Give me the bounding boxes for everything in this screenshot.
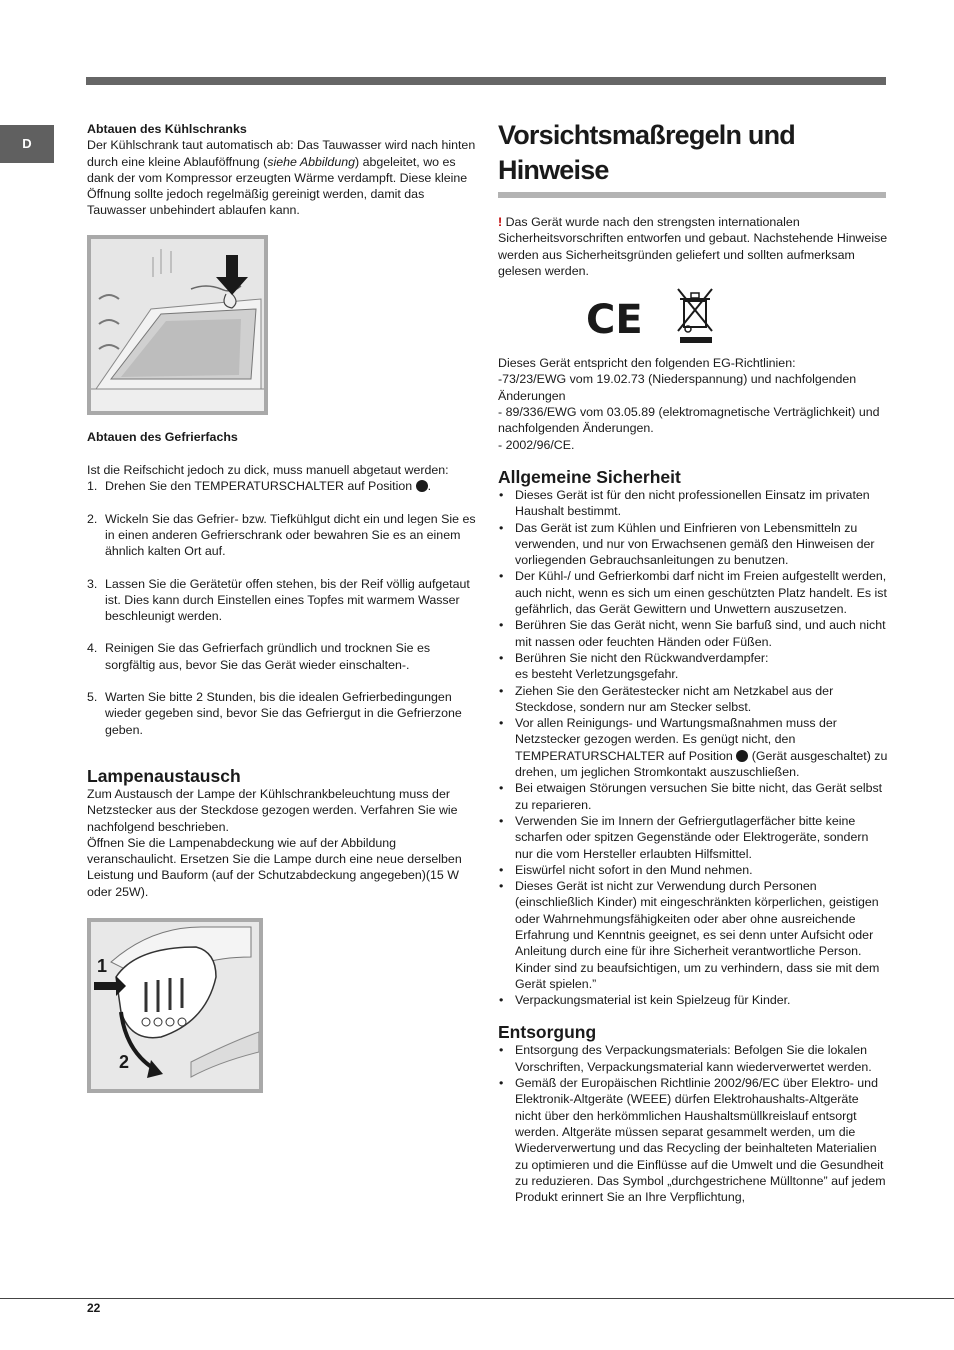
disposal-item: • Gemäß der Europäischen Richtlinie 2002/96/EC über Elektro- und Elektronik-Altgeräte (WEEE) dürfen Elektrohaushalts-Altgeräte nicht über den herkömmlichen Haushaltsmüllkreislauf entsorgt werden. Altgeräte müssen separat gesammelt werden, um die Wiederverwertung und das Recycling der beinhalteten Materialien zu optimieren und die Einflüsse auf die Umwelt und die Gesundheit zu reduzieren. Das Symbol „durchgestrichene Mülltonne” auf jedem Produkt erinnert Sie an Ihre Verpflichtung, — [498, 1075, 888, 1205]
weee-bin-icon — [678, 289, 712, 343]
safety-item-text-cont: TEMPERATURSCHALTER auf Position — [515, 748, 733, 763]
safety-intro — [498, 214, 888, 279]
directive-line: - 89/336/EWG vom 03.05.89 (elektromagnetische Verträglichkeit) und nachfolgenden Änderungen. — [498, 405, 880, 436]
defrost-step — [87, 576, 477, 625]
step-text: Reinigen Sie das Gefrierfach gründlich und trocknen Sie es sorgfältig aus, bevor Sie das Gerät wieder einschalten-. — [105, 641, 431, 672]
safety-item: • Verwenden Sie im Innern der Gefriergutlagerfächer bitte keine scharfen oder spitzen Gegenstände oder Elektrogeräte, sondern nur die vom Hersteller erlaubten Hilfsmittel. — [498, 813, 888, 862]
step-text: Warten Sie bitte 2 Stunden, bis die idealen Gefrierbedingungen wieder gegeben sind, bevor Sie das Gefriergut in die Gefrierzone geben. — [105, 690, 462, 737]
safety-item-text: Berühren Sie nicht den Rückwandverdampfer: — [515, 650, 769, 665]
lamp-para-1: Zum Austausch der Lampe der Kühlschrankbeleuchtung muss der Netzstecker aus der Steckdose gezogen werden. Verfahren Sie wie nachfolgend beschrieben. — [87, 786, 458, 834]
lamp-para-2: Öffnen Sie die Lampenabdeckung wie auf der Abbildung veranschaulicht. Ersetzen Sie die Lampe durch eine neue derselben Leistung und Bauform (auf der Schutzabdeckung angegeben)(15 W oder 25W). — [87, 835, 462, 899]
directive-line: -73/23/EWG vom 19.02.73 (Niederspannung) und nachfolgenden Änderungen — [498, 372, 857, 403]
safety-item-text-cont: (Gerät ausgeschaltet) zu drehen, um jeglichen Stromkontakt auszuschließen. — [515, 748, 888, 780]
defrost-fridge-text-italic: siehe Abbildung — [267, 154, 355, 169]
step-number: 3. — [87, 576, 98, 591]
off-position-icon — [736, 750, 748, 762]
ce-mark-icon: CE — [586, 297, 643, 344]
defrost-step — [87, 689, 477, 738]
lamp-heading: Lampenaustausch — [87, 765, 241, 786]
figure-label-1: 1 — [97, 956, 108, 977]
safety-item: • Das Gerät ist zum Kühlen und Einfrieren von Lebensmitteln zu verwenden, und nur von Erwachsenen gemäß den Hinweisen der vorliegenden Gebrauchsanleitungen zu benutzen. — [498, 520, 888, 569]
safety-item: • Dieses Gerät ist für den nicht professionellen Einsatz im privaten Haushalt bestimmt. — [498, 487, 888, 520]
safety-item: • Verpackungsmaterial ist kein Spielzeug für Kinder. — [498, 992, 888, 1008]
page-title-line-2: Hinweise — [498, 155, 609, 185]
safety-item — [498, 650, 888, 683]
right-column — [498, 118, 888, 1205]
safety-item-text-cont: es besteht Verletzungsgefahr. — [515, 667, 679, 682]
title-underline — [498, 192, 886, 198]
language-tab-label: D — [22, 135, 32, 151]
step-number: 1. — [87, 479, 98, 494]
directive-line: Dieses Gerät entspricht den folgenden EG-Richtlinien: — [498, 356, 796, 371]
bottom-rule — [0, 1298, 954, 1299]
top-rule — [86, 77, 886, 85]
step-text: Wickeln Sie das Gefrier- bzw. Tiefkühlgut dicht ein und legen Sie es in einen anderen Gefrierschrank oder bewahren Sie es an einem ähnlich kalten Ort auf. — [105, 511, 476, 559]
safety-item: • Eiswürfel nicht sofort in den Mund nehmen. — [498, 862, 888, 878]
safety-item-text: Vor allen Reinigungs- und Wartungsmaßnahmen muss der Netzstecker gezogen werden. Es genügt nicht, den — [515, 716, 837, 747]
defrost-fridge-heading: Abtauen des Kühlschranks — [87, 122, 247, 136]
step-number: 4. — [87, 641, 98, 656]
step-text: Drehen Sie den TEMPERATURSCHALTER auf Position — [105, 479, 413, 494]
general-safety-heading: Allgemeine Sicherheit — [498, 466, 681, 487]
safety-item: • Dieses Gerät ist nicht zur Verwendung durch Personen (einschließlich Kinder) mit eingeschränkten körperlichen, geistigen oder Wahrnehmungsfähigkeiten oder aber ohne ausreichende Erfahrung und Kenntnis geeignet, es sei denn unter Aufsicht oder Anleitung durch eine für ihre Sicherheit verantwortliche Person. Kinder sind zu beaufsichtigen, um zu verhindern, dass sie mit dem Gerät spielen.” — [498, 878, 888, 992]
disposal-list — [498, 1042, 888, 1205]
disposal-heading: Entsorgung — [498, 1022, 597, 1043]
figure-label-2: 2 — [119, 1052, 130, 1073]
step-text: Lassen Sie die Gerätetür offen stehen, bis der Reif völlig aufgetaut ist. Dies kann durch Einstellen eines Topfes mit warmem Wasser beschleunigt werden. — [105, 576, 470, 624]
step-number: 2. — [87, 511, 98, 526]
page-number: 22 — [87, 1301, 101, 1315]
safety-item: • Bei etwaigen Störungen versuchen Sie bitte nicht, das Gerät selbst zu reparieren. — [498, 780, 888, 813]
drain-hole-illustration — [87, 235, 268, 415]
general-safety-list — [498, 487, 888, 1009]
directives-block — [498, 355, 888, 453]
defrost-fridge-text — [87, 137, 477, 218]
ce-and-weee-icons — [498, 283, 738, 347]
defrost-freezer-intro: Ist die Reifschicht jedoch zu dick, muss manuell abgetaut werden: — [87, 463, 449, 478]
lamp-cover-drawing — [91, 922, 259, 1089]
disposal-item: • Entsorgung des Verpackungsmaterials: Befolgen Sie die lokalen Vorschriften, Verpackungsmaterial kann wiederverwertet werden. — [498, 1042, 888, 1075]
defrost-step — [87, 640, 477, 673]
safety-item: • Berühren Sie das Gerät nicht, wenn Sie barfuß sind, und auch nicht mit nassen oder feuchten Händen oder Füßen. — [498, 617, 888, 650]
fridge-interior-drawing — [91, 239, 264, 411]
safety-intro-text: Das Gerät wurde nach den strengsten internationalen Sicherheitsvorschriften entworfen und gebaut. Nachstehende Hinweise werden aus Sicherheitsgründen geliefert und sollten aufmerksam gelesen werden. — [498, 215, 888, 278]
defrost-step: 1. Drehen Sie den TEMPERATURSCHALTER auf Position . — [87, 479, 432, 494]
page-title — [498, 118, 888, 188]
defrost-freezer-heading: Abtauen des Gefrierfachs — [87, 429, 238, 444]
step-number: 5. — [87, 690, 98, 705]
defrost-steps-list — [87, 478, 477, 738]
safety-item: • Ziehen Sie den Gerätestecker nicht am Netzkabel aus der Steckdose, sondern nur am Stecker selbst. — [498, 683, 888, 716]
lamp-cover-illustration — [87, 918, 263, 1093]
certification-marks — [498, 283, 888, 347]
safety-item: • Der Kühl-/ und Gefrierkombi darf nicht im Freien aufgestellt werden, auch nicht, wenn es sich um einen geschützten Platz handelt. Es ist gefährlich, das Gerät Gewittern und Unwettern auszusetzen. — [498, 568, 888, 617]
defrost-fridge-text-part2: ) abgeleitet, wo es dank der vom Kompressor erzeugten Wärme verdampft. Diese kleine Öffnung sollte jedoch regelmäßig gereinigt werden, damit das Tauwasser unbehindert ablaufen kann. — [87, 154, 468, 218]
defrost-fridge-text-part1: Der Kühlschrank taut automatisch ab: Das Tauwasser wird nach hinten durch eine kleine Ablauföffnung ( — [87, 138, 476, 169]
warning-icon: ! — [498, 215, 503, 229]
directive-line: - 2002/96/CE. — [498, 437, 575, 452]
page-title-line-1: Vorsichtsmaßregeln und — [498, 120, 795, 150]
defrost-step — [87, 511, 477, 560]
left-column — [87, 121, 477, 1093]
safety-item — [498, 715, 888, 780]
language-tab — [0, 125, 54, 163]
off-position-icon — [416, 480, 428, 492]
